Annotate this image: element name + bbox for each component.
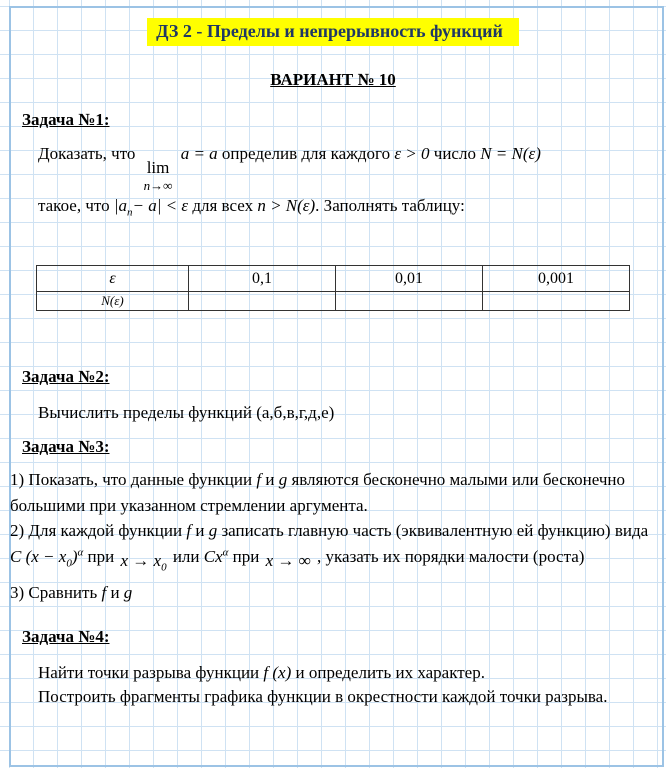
math-abs-open: |a: [113, 196, 128, 215]
task4-line1: [38, 661, 656, 685]
math-x-to-inf: x → ∞: [265, 550, 311, 570]
task4-line2: Построить фрагменты графика функции в окрестности каждой точки разрыва.: [38, 687, 608, 707]
task3-item2-text-c: , указать их порядки малости (роста): [317, 546, 585, 566]
task3-item1-text-a: 1) Показать, что данные функции: [10, 470, 253, 490]
math-Cx-sup: α: [222, 546, 229, 559]
task3-item2-and: и: [195, 521, 205, 541]
math-a-equals-a: a = a: [180, 144, 218, 163]
task3-item1-and: и: [265, 470, 275, 490]
task1-text-c: число: [433, 144, 476, 163]
math-n-gt-N: n > N(ε): [257, 196, 316, 215]
task3-list: [10, 467, 656, 605]
math-Cx-base: Cx: [203, 546, 223, 566]
epsilon-table-answer-row: [37, 292, 630, 311]
task1-text-d: такое, что: [38, 196, 110, 215]
math-main-part-close: ): [71, 546, 78, 566]
task3-item1: [10, 467, 656, 518]
math-main-part-sup: α: [77, 546, 84, 559]
math-g: g: [123, 582, 133, 602]
task3-item3-text: 3) Сравнить: [10, 582, 98, 602]
task1-text-f: . Заполнять таблицу:: [315, 196, 465, 215]
limit-notation: [144, 159, 173, 192]
task1-text-a: Доказать, что: [38, 144, 136, 163]
math-abs-sub: n: [127, 206, 133, 219]
math-f: f: [186, 521, 192, 541]
task4-heading: Задача №4:: [22, 627, 110, 647]
task3-item2-text-a: 2) Для каждой функции: [10, 521, 183, 541]
math-abs-an-minus-a: [113, 196, 189, 219]
answer-cell-3[interactable]: [483, 292, 630, 311]
task1-text-b: определив для каждого: [221, 144, 391, 163]
title-row: [10, 18, 656, 46]
answer-cell-1[interactable]: [189, 292, 336, 311]
variant-heading: ВАРИАНТ № 10: [270, 70, 396, 89]
task2-text: Вычислить пределы функций (а,б,в,г,д,е): [38, 403, 335, 423]
task3-item2-text-b: записать главную часть (эквивалентную ей функцию) вида: [221, 521, 649, 541]
math-abs-close: − a| < ε: [132, 196, 189, 215]
task3-item2: [10, 518, 656, 575]
math-x-to-x0-sub: 0: [161, 561, 167, 574]
lim-word: lim: [146, 158, 170, 177]
cell-N-of-eps: N(ε): [37, 292, 189, 311]
answer-cell-2[interactable]: [336, 292, 483, 311]
task3-item3: [10, 580, 656, 606]
task3-item1-text-b: являются бесконечно малыми или бесконечно большими при указанном стремлении аргумента.: [10, 470, 626, 515]
cell-0-1: 0,1: [189, 266, 336, 292]
task3-item3-and: и: [110, 582, 120, 602]
math-N-of-eps: N = N(ε): [480, 144, 541, 163]
math-epsilon-gt-0: ε > 0: [394, 144, 430, 163]
lim-subscript: n→∞: [143, 178, 173, 193]
math-main-part-sub: 0: [66, 557, 72, 570]
math-main-part-base: C (x − x: [10, 546, 67, 566]
math-f-of-x: f (x): [263, 663, 292, 683]
epsilon-table-header-row: [37, 266, 630, 292]
doc-title: ДЗ 2 - Пределы и непрерывность функций: [147, 18, 519, 46]
task1-text-e: для всех: [192, 196, 254, 215]
math-x-to-x0-base: x → x: [120, 550, 162, 570]
task3-pri1: при: [87, 546, 115, 566]
math-f: f: [256, 470, 262, 490]
math-Cx-alpha: [204, 547, 229, 566]
cell-epsilon: ε: [37, 266, 189, 292]
task1-line2: [38, 194, 656, 221]
cell-0-01: 0,01: [336, 266, 483, 292]
math-x-to-x0: [120, 548, 166, 576]
task2-heading: Задача №2:: [22, 367, 110, 387]
task1-heading: Задача №1:: [22, 110, 110, 129]
cell-0-001: 0,001: [483, 266, 630, 292]
math-g: g: [208, 521, 218, 541]
math-main-part: [10, 546, 84, 570]
math-g: g: [278, 470, 288, 490]
task4-text-b: и определить их характер.: [295, 663, 485, 683]
task1-line1: [38, 142, 656, 192]
task4-text-a: Найти точки разрыва функции: [38, 663, 260, 683]
task3-pri2: при: [232, 546, 260, 566]
epsilon-table: [36, 265, 630, 311]
task3-heading: Задача №3:: [22, 437, 110, 457]
task3-or: или: [172, 546, 200, 566]
math-f: f: [101, 582, 107, 602]
